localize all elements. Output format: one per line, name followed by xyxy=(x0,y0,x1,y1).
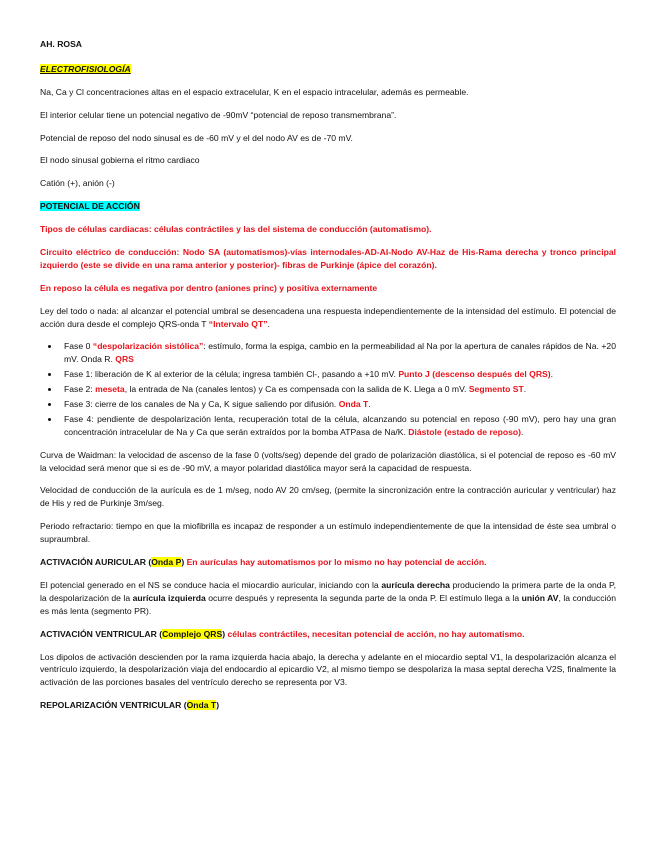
paragraph-ventricular-activation: Los dipolos de activación descienden por la rama izquierda hacia abajo, la derecha y adelante en el miocardio septal V1, la despolarización alcanza el ventrículo izquierdo, la despolarización viaja del endocardio al epicardio V2, al mismo tiempo se despolariza la masa septal derecha V2S, finalmente la activación de las porciones basales del ventrículo derecho se representa por V3. xyxy=(40,651,616,688)
text-run-highlight: “Intervalo QT” xyxy=(208,318,268,329)
text-run-highlight: Punto J (descenso después del QRS) xyxy=(398,369,551,380)
section-title-text: POTENCIAL DE ACCIÓN xyxy=(40,201,140,212)
text-run-bold: unión AV xyxy=(521,592,559,603)
text-run: Ley del todo o nada: al alcanzar el potencial umbral se desencadena una respuesta independientemente de la intensidad del estímulo. El potencial de acción dura desde el complejo QRS-onda T xyxy=(40,305,616,329)
text-run-highlight: células contráctiles, necesitan potencial de acción, no hay automatismo. xyxy=(227,628,525,639)
text-run: . xyxy=(520,426,524,437)
paragraph-cell-types: Tipos de células cardiacas: células contráctiles y las del sistema de conducción (automatismo). xyxy=(40,224,432,235)
wave-label: Onda P xyxy=(151,557,182,568)
text-run: ACTIVACIÓN AURICULAR ( xyxy=(40,557,152,568)
paragraph-atrial-activation xyxy=(40,579,616,618)
paragraph-conduction-velocity: Velocidad de conducción de la aurícula es de 1 m/seg, nodo AV 20 cm/seg, (permite la sincronización entre la contracción auricular y ventricular) haz de His y red de Purkinje 3m/seg. xyxy=(40,485,616,509)
text-run-highlight: Diástole (estado de reposo) xyxy=(408,426,521,437)
paragraph-cation-anion: Catión (+), anión (-) xyxy=(40,178,115,189)
list-item-phase-4 xyxy=(60,413,616,439)
text-run: , la entrada de Na (canales lentos) y Ca es compensada con la salida de K. Llega a 0 mV. xyxy=(124,384,469,395)
paragraph-sinus-node: El nodo sinusal gobierna el ritmo cardiaco xyxy=(40,155,200,166)
list-item-phase-3 xyxy=(60,398,616,411)
text-run: ) xyxy=(181,557,187,568)
list-item-phase-1 xyxy=(60,368,616,381)
text-run: . xyxy=(267,318,270,329)
text-run: . xyxy=(368,399,371,410)
paragraph-node-potentials: Potencial de reposo del nodo sinusal es de -60 mV y el del nodo AV es de -70 mV. xyxy=(40,132,353,143)
text-run: Fase 0 xyxy=(64,341,93,352)
paragraph-all-or-nothing xyxy=(40,305,616,331)
text-run-bold: aurícula derecha xyxy=(381,579,450,590)
list-item-phase-2 xyxy=(60,383,616,396)
text-run-highlight: Segmento ST xyxy=(468,384,524,395)
paragraph-conduction-circuit: Circuito eléctrico de conducción: Nodo SA (automatismos)-vías internodales-AD-AI-Nodo AV-Haz de His-Rama derecha y tronco principal izquierdo (este se divide en una rama anterior y posterior)- fibras de Purkinje (ápice del corazón). xyxy=(40,247,616,270)
heading-activacion-auricular xyxy=(40,556,616,569)
text-run: : estímulo, forma la espiga, cambio en la permeabilidad al Na por la apertura de canales rápidos de Na. +20 mV. Onda R. xyxy=(64,341,616,365)
text-run: Fase 3: cierre de los canales de Na y Ca, K sigue saliendo por difusión. xyxy=(64,399,339,410)
text-run-highlight: “despolarización sistólica” xyxy=(92,341,204,352)
heading-repolarizacion-ventricular xyxy=(40,699,616,712)
text-run: produciendo la primera parte de la onda P, la despolarización de la xyxy=(40,579,616,603)
text-run: ) xyxy=(216,700,220,711)
paragraph-refractory-period: Periodo refractario: tiempo en que la miofibrilla es incapaz de responder a un estímulo independientemente de que la intensidad de éste sea umbral o supraumbral. xyxy=(40,521,616,545)
section-title-text: ELECTROFISIOLOGÍA xyxy=(40,63,131,74)
author-name: AH. ROSA xyxy=(40,39,83,49)
text-run: . xyxy=(550,369,554,380)
text-run: Fase 4: pendiente de despolarización lenta, recuperación total de la célula, alcanzando su potencial en reposo (-90 mV), pero hay una gran concentración intracelular de Na y Ca que serán extraídos por la bomba ATPasa de Na/K. xyxy=(64,413,616,437)
text-run-highlight: En aurículas hay automatismos por lo mismo no hay potencial de acción. xyxy=(186,557,487,568)
text-run-highlight: Onda T xyxy=(338,399,369,410)
heading-activacion-ventricular xyxy=(40,628,616,641)
text-run: REPOLARIZACIÓN VENTRICULAR ( xyxy=(40,700,187,711)
text-run: El potencial generado en el NS se conduce hacia el miocardio auricular, iniciando con la xyxy=(40,579,382,590)
text-run: ) xyxy=(222,628,228,639)
section-title-electrofisiologia xyxy=(40,63,616,76)
document-content xyxy=(40,38,616,722)
text-run-bold: aurícula izquierda xyxy=(132,592,206,603)
text-run-highlight: QRS xyxy=(115,354,134,365)
paragraph-waidman-curve: Curva de Waidman: la velocidad de ascenso de la fase 0 (volts/seg) depende del grado de polarización diastólica, si el potencial de reposo es -60 mV la velocidad será menor que si es de -90 mV, a mayor polaridad diastólica mayor será la capacidad de respuesta. xyxy=(40,449,616,473)
section-title-potencial-accion xyxy=(40,200,616,213)
list-item-phase-0 xyxy=(60,340,616,366)
text-run: ACTIVACIÓN VENTRICULAR ( xyxy=(40,628,163,639)
wave-label: Onda T xyxy=(186,700,217,711)
phase-list xyxy=(40,340,616,438)
text-run: Fase 2: xyxy=(64,384,96,395)
wave-label: Complejo QRS xyxy=(162,628,223,639)
text-run: , la conducción es más lenta (segmento PR). xyxy=(40,592,616,616)
text-run: Fase 1: liberación de K al exterior de la célula; ingresa también Cl-, pasando a +10 mV. xyxy=(64,369,399,380)
text-run-highlight: meseta xyxy=(95,384,125,395)
text-run: . xyxy=(523,384,527,395)
text-run: ocurre después y representa la segunda parte de la onda P. El estímulo llega a la xyxy=(205,592,522,603)
paragraph-resting-cell: En reposo la célula es negativa por dentro (aniones princ) y positiva externamente xyxy=(40,282,378,293)
paragraph-resting-potential: El interior celular tiene un potencial negativo de -90mV “potencial de reposo transmembrana”. xyxy=(40,109,397,120)
paragraph-ions: Na, Ca y Cl concentraciones altas en el espacio extracelular, K en el espacio intracelular, además es permeable. xyxy=(40,86,469,97)
